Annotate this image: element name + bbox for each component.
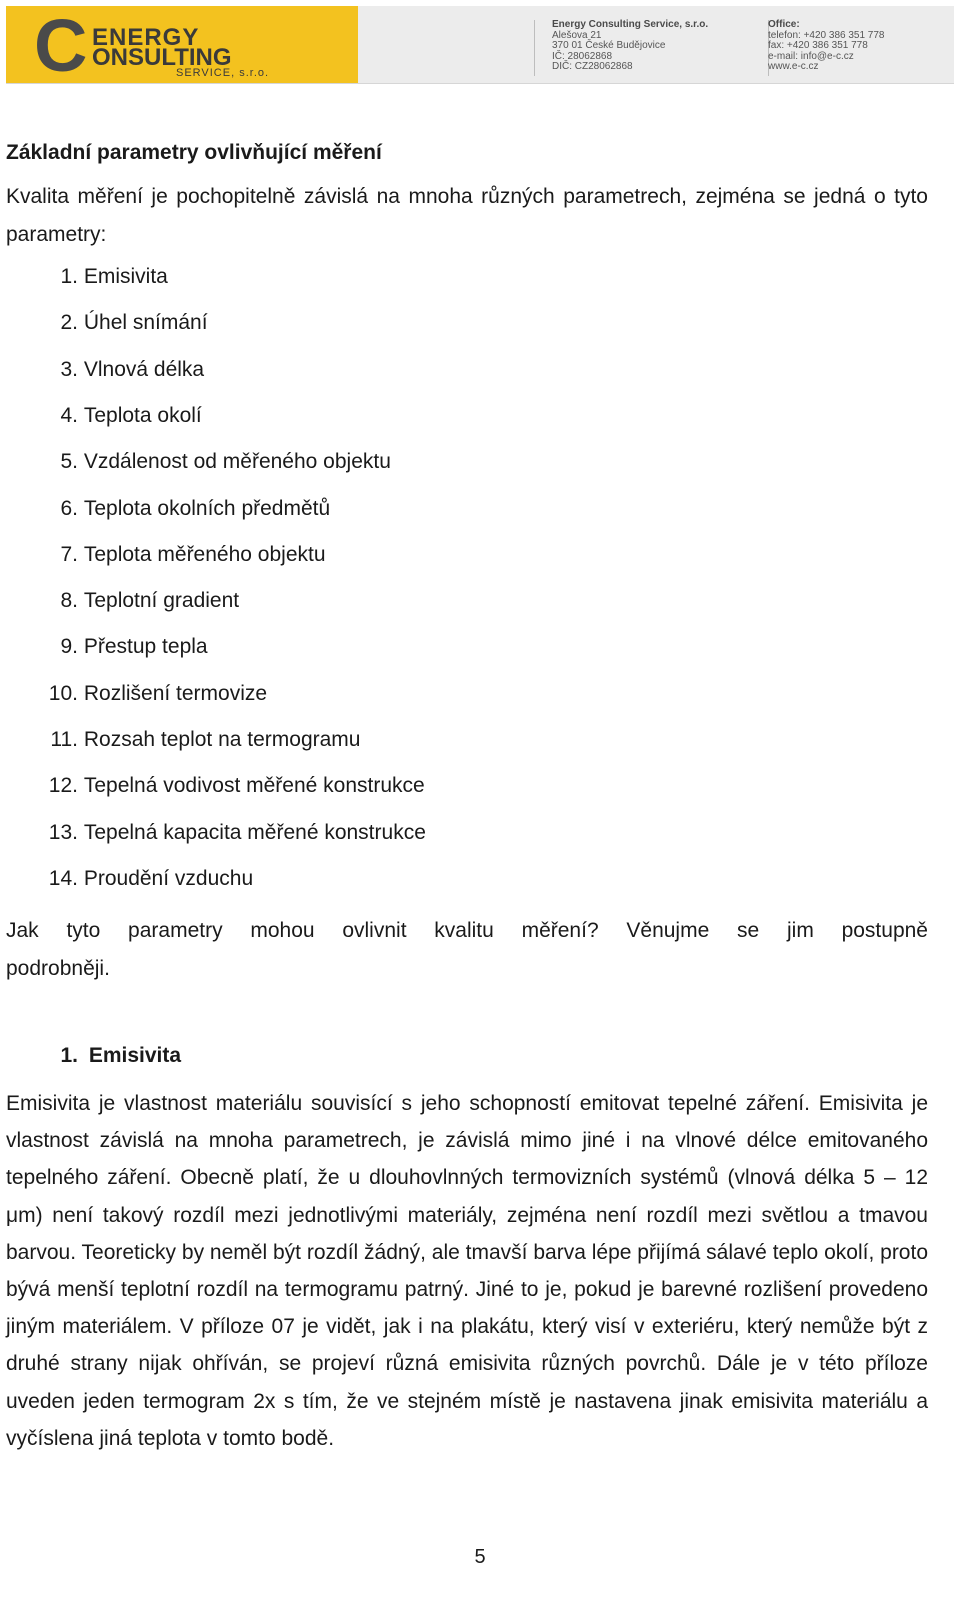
list-item: [6, 818, 426, 848]
question-line: Jak tyto parametry mohou ovlivnit kvalitu měření? Věnujme se jim postupně: [6, 919, 928, 942]
list-item: [6, 586, 239, 616]
company-address: [552, 20, 758, 73]
logo-c-mark: C: [34, 4, 88, 87]
question-line: podrobněji.: [6, 957, 110, 980]
list-item-number: 14.: [48, 866, 78, 890]
list-item-number: 2.: [60, 311, 78, 335]
list-item: [6, 632, 208, 662]
company-ic: IČ: 28062868: [552, 50, 613, 62]
list-item-number: 10.: [48, 681, 78, 705]
company-dic: DIČ: CZ28062868: [552, 61, 633, 72]
list-item-number: 1.: [60, 265, 78, 288]
list-item-number: 9.: [60, 635, 78, 659]
office-web: www.e-c.cz: [768, 61, 819, 72]
list-item-text: Teplota okolních předmětů: [83, 496, 331, 520]
logo-word-consulting: ONSULTING: [92, 44, 232, 71]
list-item-text: Rozlišení termovize: [83, 681, 268, 705]
header-divider: [534, 20, 535, 76]
office-label: Office:: [768, 19, 800, 30]
list-item: [6, 679, 267, 709]
list-item: [6, 401, 202, 431]
list-item: [6, 447, 391, 477]
list-item: [6, 355, 204, 385]
list-item-number: 3.: [60, 357, 78, 381]
list-item-text: Vzdálenost od měřeného objektu: [83, 450, 391, 474]
page-title: Základní parametry ovlivňující měření: [6, 141, 382, 164]
office-phone: telefon: +420 386 351 778: [768, 29, 885, 41]
list-item-number: 12.: [48, 774, 78, 798]
list-item-text: Úhel snímání: [83, 311, 208, 335]
logo-word-service: SERVICE, s.r.o.: [176, 67, 270, 79]
list-item-text: Teplota měřeného objektu: [83, 542, 326, 566]
list-item: [6, 540, 326, 570]
list-item-number: 11.: [50, 728, 78, 751]
list-item-text: Teplotní gradient: [83, 589, 240, 613]
list-item-number: 8.: [60, 589, 78, 613]
list-item: [6, 494, 330, 524]
company-street: Alešova 21: [552, 29, 602, 41]
list-item-text: Proudění vzduchu: [83, 866, 254, 890]
list-item-number: 5.: [60, 450, 78, 474]
list-item-number: 7.: [60, 542, 78, 566]
list-item-text: Rozsah teplot na termogramu: [83, 728, 361, 751]
list-item: [6, 725, 360, 755]
list-item-number: 4.: [60, 403, 78, 427]
section-heading: [44, 1041, 181, 1071]
company-name: Energy Consulting Service, s.r.o.: [552, 19, 709, 30]
office-contacts: [768, 20, 948, 73]
company-logo: [6, 4, 358, 87]
list-item-text: Tepelná kapacita měřené konstrukce: [83, 820, 426, 844]
list-item: [6, 864, 253, 894]
list-item: [6, 771, 425, 801]
office-email: e-mail: info@e-c.cz: [768, 50, 854, 62]
list-item-text: Přestup tepla: [83, 635, 208, 659]
list-item-text: Teplota okolí: [83, 403, 202, 427]
logo-word-energy: ENERGY: [92, 24, 200, 51]
list-item-number: 6.: [60, 496, 78, 520]
letterhead: [6, 4, 954, 87]
company-city: 370 01 České Budějovice: [552, 40, 666, 51]
intro-paragraph: Kvalita měření je pochopitelně závislá na mnoha různých parametrech, zejména se jedná o tyto parametry:: [6, 185, 928, 246]
office-fax: fax: +420 386 351 778: [768, 40, 868, 51]
list-item: [6, 308, 208, 338]
list-item-text: Vlnová délka: [83, 357, 205, 381]
page-number: 5: [474, 1546, 486, 1568]
question-paragraph: [6, 912, 928, 988]
emisivita-paragraph: Emisivita je vlastnost materiálu souvisící s jeho schopností emitovat tepelné záření. Emisivita je vlastnost závislá na mnoha parametrech, je závislá mimo jiné i na vlnové délce emitovaného tepelného záření. Obecně platí, že u dlouhovlnných termovizních systémů (vlnová délka 5 – 12 μm) není takový rozdíl mezi jednotlivými materiály, zejména není rozdíl mezi světlou a tmavou barvou. Teoreticky by neměl být rozdíl žádný, ale tmavší barva lépe přijímá sálavé teplo okolí, proto bývá menší teplotní rozdíl na termogramu patrný. Jiné to je, pokud je barevné rozlišení provedeno jiným materiálem. V příloze 07 je vidět, jak i na plakátu, který visí v exteriéru, který nemůže být z druhé strany nijak ohříván, se projeví různá emisivita různých povrchů. Dále je v této příloze uveden jeden termogram 2x s tím, že ve stejném místě je nastavena jinak emisivita materiálu a vyčíslena jiná teplota v tomto bodě.: [6, 1092, 928, 1450]
list-item-text: Tepelná vodivost měřené konstrukce: [83, 774, 425, 798]
list-item: [6, 262, 168, 292]
list-item-text: Emisivita: [83, 265, 168, 288]
section-title: Emisivita: [88, 1044, 182, 1067]
section-number: 1.: [60, 1044, 78, 1067]
list-item-number: 13.: [48, 820, 78, 844]
